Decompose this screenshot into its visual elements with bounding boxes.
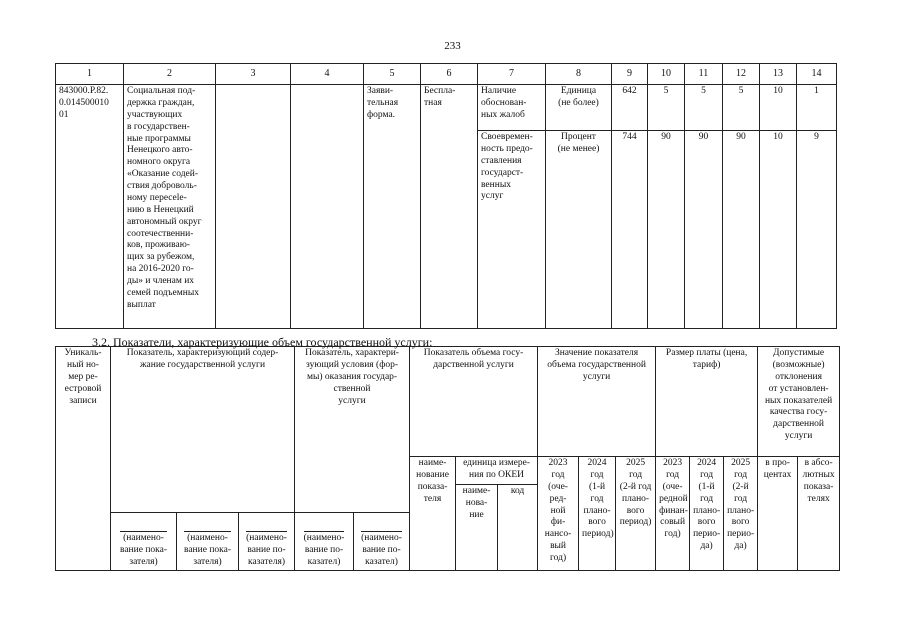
col-number: 14 — [797, 64, 837, 85]
registry-id: 843000.Р.82. 0.014500010 01 — [56, 85, 124, 329]
col-number: 1 — [56, 64, 124, 85]
header-indicator-name: наиме- нование показа- теля — [410, 457, 456, 571]
section-title: 3.2. Показатели, характеризующие объем государственной услуги: — [92, 335, 433, 349]
content-subheader: (наимено- вание пока- зателя) — [183, 533, 232, 568]
indicator-code: 744 — [612, 131, 648, 329]
subheader-cell — [239, 513, 295, 571]
volume-indicators-table — [55, 346, 840, 571]
deviation-percent: 10 — [760, 131, 797, 329]
content-indicator: Социальная под- держка граждан, участвующих в государствен- ные программы Ненецкого авто- номного округа «Оказание содей- ствия доброволь- ному пересele- нию в Ненецкий автономный округ соотечественни- ков, проживаю- щих за рубежом, на 2016-2020 го- ды» и членам их семей подъемных выплат — [124, 85, 216, 329]
empty-cell — [216, 85, 291, 329]
value-2023: 5 — [648, 85, 685, 131]
header-volume: Показатель объема госу- дарственной услуги — [410, 347, 538, 457]
subheader-cell — [177, 513, 239, 571]
fee-2023-header: 2023 год (оче- редной финан- совый год) — [656, 457, 690, 571]
value-2024: 5 — [685, 85, 723, 131]
value-2024: 90 — [685, 131, 723, 329]
page-number: 233 — [444, 40, 461, 52]
subheader-cell — [111, 513, 177, 571]
header-row — [56, 347, 840, 457]
header-unit: единица измере- ния по ОКЕИ — [456, 457, 538, 485]
subheader-cell — [295, 513, 354, 571]
deviation-absolute: 1 — [797, 85, 837, 131]
fee-2024-header: 2024 год (1-й год плано- вого перио- да) — [690, 457, 724, 571]
condition-fee: Беспла- тная — [421, 85, 478, 329]
indicator-unit: Процент (не менее) — [546, 131, 612, 329]
indicator-name: Наличие обоснован- ных жалоб — [478, 85, 546, 131]
value-2023: 90 — [648, 131, 685, 329]
col-number: 8 — [546, 64, 612, 85]
deviation-percent: 10 — [760, 85, 797, 131]
deviation-absolute: 9 — [797, 131, 837, 329]
empty-cell — [291, 85, 364, 329]
col-number: 3 — [216, 64, 291, 85]
value-2025: 90 — [723, 131, 760, 329]
content-subheader: (наимено- вание пока- зателя) — [119, 533, 168, 568]
value-2025: 5 — [723, 85, 760, 131]
condition-subheader: (наимено- вание по- казател) — [303, 533, 345, 568]
col-number: 13 — [760, 64, 797, 85]
col-number: 2 — [124, 64, 216, 85]
indicator-code: 642 — [612, 85, 648, 131]
header-fee: Размер платы (цена, тариф) — [656, 347, 758, 457]
indicator-unit: Единица (не более) — [546, 85, 612, 131]
subheader-cell — [354, 513, 410, 571]
header-unit-name: наиме- нова- ние — [456, 485, 498, 571]
header-content: Показатель, характеризующий содер- жание государственной услуги — [111, 347, 295, 513]
fee-2025-header: 2025 год (2-й год плано- вого перио- да) — [724, 457, 758, 571]
col-number: 9 — [612, 64, 648, 85]
header-unit-code: код — [498, 485, 538, 571]
header-conditions: Показатель, характери- зующий условия (фор- мы) оказания государ- ственной услуги — [295, 347, 410, 513]
col-number: 7 — [478, 64, 546, 85]
col-number: 12 — [723, 64, 760, 85]
table-row — [56, 85, 837, 131]
col-number: 11 — [685, 64, 723, 85]
value-2023-header: 2023 год (оче- ред- ной фи- нансо- вый год) — [538, 457, 579, 571]
value-2025-header: 2025 год (2-й год плано- вого период) — [616, 457, 656, 571]
deviation-absolute-header: в абсо- лютных показа- телях — [798, 457, 840, 571]
value-2024-header: 2024 год (1-й год плано- вого период) — [579, 457, 616, 571]
col-number: 5 — [364, 64, 421, 85]
col-number: 6 — [421, 64, 478, 85]
indicator-name: Своевремен- ность предо- ставления государст- венных услуг — [478, 131, 546, 329]
condition-form: Заяви- тельная форма. — [364, 85, 421, 329]
col-number: 10 — [648, 64, 685, 85]
col-number: 4 — [291, 64, 364, 85]
header-deviation: Допустимые (возможные) отклонения от установлен- ных показателей качества госу- дарственной услуги — [758, 347, 840, 457]
quality-indicators-table — [55, 63, 837, 329]
header-registry: Уникаль- ный но- мер ре- естровой записи — [56, 347, 111, 571]
content-subheader: (наимено- вание по- казателя) — [246, 533, 287, 568]
column-number-row — [56, 64, 837, 85]
deviation-percent-header: в про- центах — [758, 457, 798, 571]
header-value: Значение показателя объема государственной услуги — [538, 347, 656, 457]
condition-subheader: (наимено- вание по- казател) — [361, 533, 402, 568]
